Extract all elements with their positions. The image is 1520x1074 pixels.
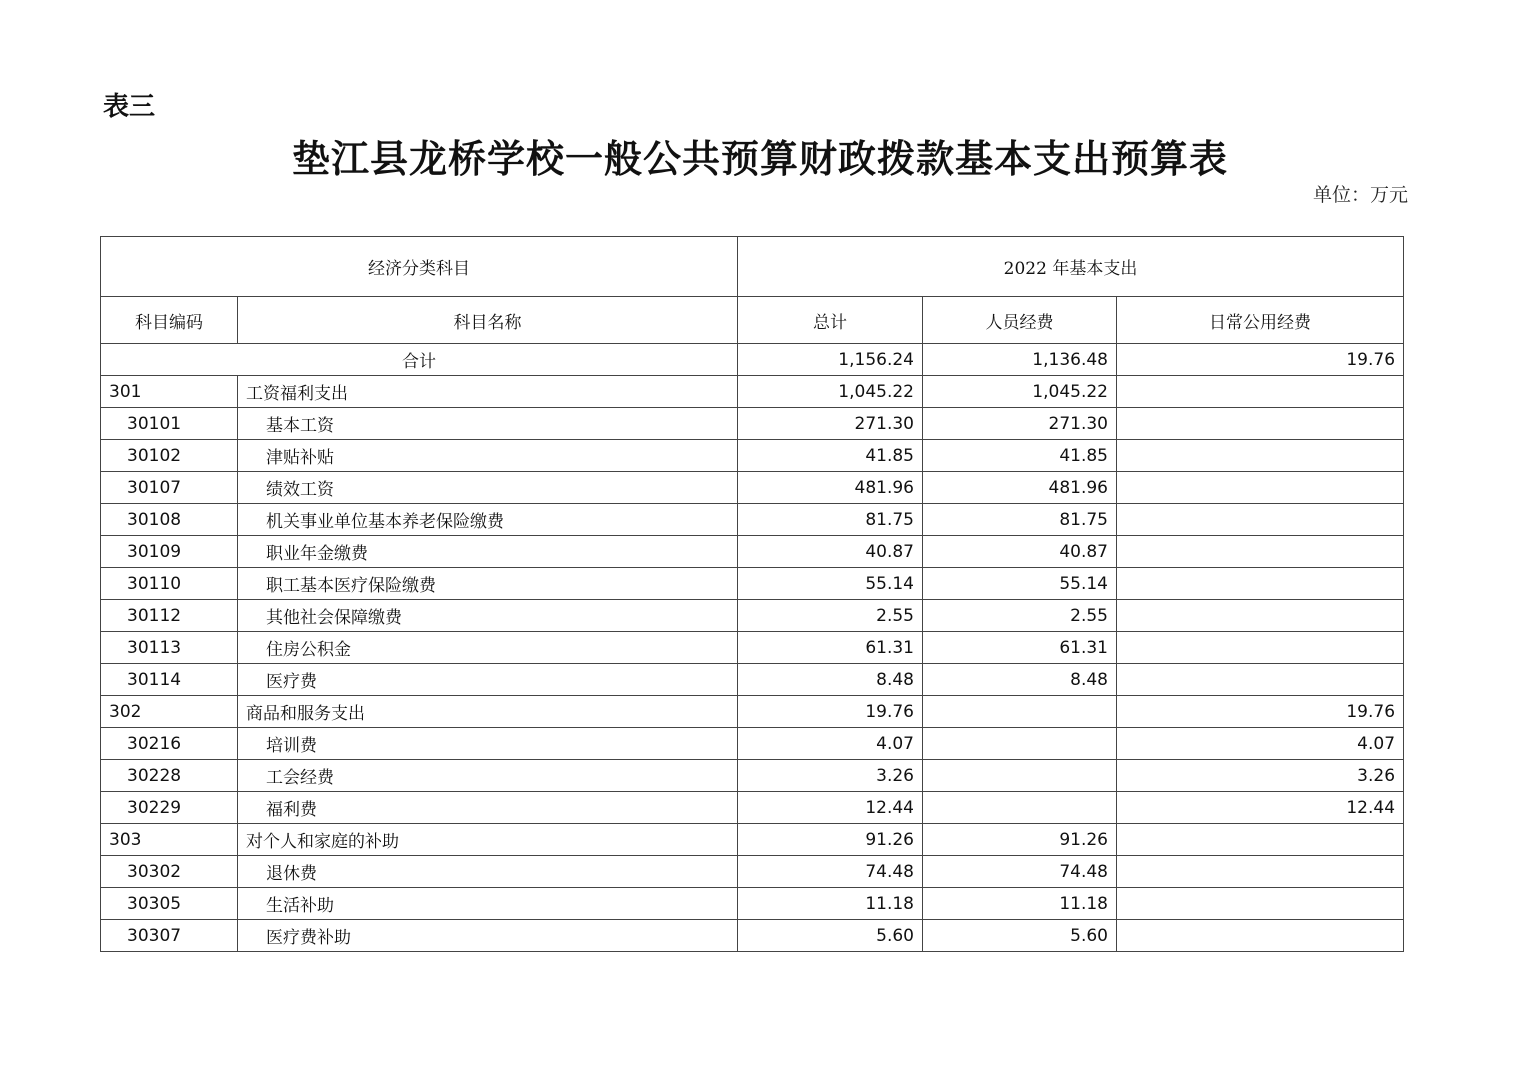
row-name: 职业年金缴费 (238, 536, 738, 568)
row-name: 职工基本医疗保险缴费 (238, 568, 738, 600)
row-code: 30102 (101, 440, 238, 472)
row-personnel: 55.14 (923, 568, 1117, 600)
row-personnel: 61.31 (923, 632, 1117, 664)
row-code: 30113 (101, 632, 238, 664)
row-name: 工会经费 (238, 760, 738, 792)
row-public (1117, 856, 1404, 888)
total-row (101, 344, 1404, 376)
table-row (101, 696, 1404, 728)
unit-label: 单位：万元 (1312, 184, 1408, 206)
row-name: 机关事业单位基本养老保险缴费 (238, 504, 738, 536)
row-code: 30229 (101, 792, 238, 824)
header-row-columns (101, 297, 1404, 344)
total-label: 合计 (101, 344, 738, 376)
row-public: 4.07 (1117, 728, 1404, 760)
header-economic-classification: 经济分类科目 (101, 237, 738, 297)
table-row (101, 824, 1404, 856)
row-name: 住房公积金 (238, 632, 738, 664)
row-personnel: 74.48 (923, 856, 1117, 888)
row-total: 4.07 (738, 728, 923, 760)
row-public (1117, 664, 1404, 696)
table-row (101, 536, 1404, 568)
row-personnel: 5.60 (923, 920, 1117, 952)
table-row (101, 440, 1404, 472)
row-name: 医疗费补助 (238, 920, 738, 952)
row-personnel: 81.75 (923, 504, 1117, 536)
row-personnel: 271.30 (923, 408, 1117, 440)
row-personnel (923, 792, 1117, 824)
header-code: 科目编码 (101, 297, 238, 344)
row-public: 19.76 (1117, 696, 1404, 728)
row-name: 退休费 (238, 856, 738, 888)
row-name: 工资福利支出 (238, 376, 738, 408)
row-total: 61.31 (738, 632, 923, 664)
row-public (1117, 920, 1404, 952)
row-personnel (923, 760, 1117, 792)
row-name: 津贴补贴 (238, 440, 738, 472)
row-public (1117, 824, 1404, 856)
row-code: 30307 (101, 920, 238, 952)
row-personnel: 41.85 (923, 440, 1117, 472)
table-row (101, 888, 1404, 920)
row-public: 12.44 (1117, 792, 1404, 824)
row-code: 30101 (101, 408, 238, 440)
row-total: 12.44 (738, 792, 923, 824)
header-total: 总计 (738, 297, 923, 344)
row-code: 30108 (101, 504, 238, 536)
row-code: 30228 (101, 760, 238, 792)
row-personnel: 2.55 (923, 600, 1117, 632)
row-total: 55.14 (738, 568, 923, 600)
header-row-group (101, 237, 1404, 297)
row-name: 医疗费 (238, 664, 738, 696)
row-public (1117, 376, 1404, 408)
row-code: 30216 (101, 728, 238, 760)
total-total: 1,156.24 (738, 344, 923, 376)
table-row (101, 600, 1404, 632)
row-code: 30114 (101, 664, 238, 696)
row-total: 19.76 (738, 696, 923, 728)
row-public (1117, 632, 1404, 664)
row-name: 对个人和家庭的补助 (238, 824, 738, 856)
budget-table (100, 236, 1404, 952)
header-name: 科目名称 (238, 297, 738, 344)
row-public (1117, 600, 1404, 632)
row-code: 30302 (101, 856, 238, 888)
table-row (101, 920, 1404, 952)
row-code: 30305 (101, 888, 238, 920)
row-public: 3.26 (1117, 760, 1404, 792)
row-name: 福利费 (238, 792, 738, 824)
row-total: 5.60 (738, 920, 923, 952)
row-total: 11.18 (738, 888, 923, 920)
row-total: 481.96 (738, 472, 923, 504)
row-code: 30112 (101, 600, 238, 632)
row-public (1117, 440, 1404, 472)
row-code: 30110 (101, 568, 238, 600)
table-row (101, 664, 1404, 696)
row-personnel: 91.26 (923, 824, 1117, 856)
row-code: 301 (101, 376, 238, 408)
page-title: 垫江县龙桥学校一般公共预算财政拨款基本支出预算表 (291, 136, 1228, 181)
row-public (1117, 888, 1404, 920)
row-total: 271.30 (738, 408, 923, 440)
row-total: 41.85 (738, 440, 923, 472)
table-row (101, 568, 1404, 600)
table-row (101, 408, 1404, 440)
row-total: 2.55 (738, 600, 923, 632)
table-row (101, 376, 1404, 408)
row-name: 生活补助 (238, 888, 738, 920)
row-public (1117, 408, 1404, 440)
row-personnel: 8.48 (923, 664, 1117, 696)
row-personnel (923, 728, 1117, 760)
table-row (101, 632, 1404, 664)
row-public (1117, 568, 1404, 600)
row-total: 91.26 (738, 824, 923, 856)
row-public (1117, 504, 1404, 536)
row-public (1117, 536, 1404, 568)
row-code: 30107 (101, 472, 238, 504)
row-code: 302 (101, 696, 238, 728)
row-personnel: 481.96 (923, 472, 1117, 504)
table-row (101, 472, 1404, 504)
row-public (1117, 472, 1404, 504)
row-personnel (923, 696, 1117, 728)
row-name: 培训费 (238, 728, 738, 760)
row-code: 303 (101, 824, 238, 856)
row-total: 81.75 (738, 504, 923, 536)
header-basic-expenditure: 2022 年基本支出 (738, 237, 1404, 297)
row-total: 40.87 (738, 536, 923, 568)
table-row (101, 760, 1404, 792)
row-name: 基本工资 (238, 408, 738, 440)
row-total: 8.48 (738, 664, 923, 696)
table-row (101, 504, 1404, 536)
row-total: 74.48 (738, 856, 923, 888)
row-name: 绩效工资 (238, 472, 738, 504)
row-personnel: 40.87 (923, 536, 1117, 568)
row-code: 30109 (101, 536, 238, 568)
row-total: 3.26 (738, 760, 923, 792)
row-total: 1,045.22 (738, 376, 923, 408)
table-row (101, 856, 1404, 888)
row-personnel: 1,045.22 (923, 376, 1117, 408)
total-public: 19.76 (1117, 344, 1404, 376)
table-row (101, 792, 1404, 824)
row-name: 其他社会保障缴费 (238, 600, 738, 632)
row-name: 商品和服务支出 (238, 696, 738, 728)
table-label: 表三 (103, 92, 156, 122)
header-personnel: 人员经费 (923, 297, 1117, 344)
total-personnel: 1,136.48 (923, 344, 1117, 376)
table-row (101, 728, 1404, 760)
header-public: 日常公用经费 (1117, 297, 1404, 344)
row-personnel: 11.18 (923, 888, 1117, 920)
